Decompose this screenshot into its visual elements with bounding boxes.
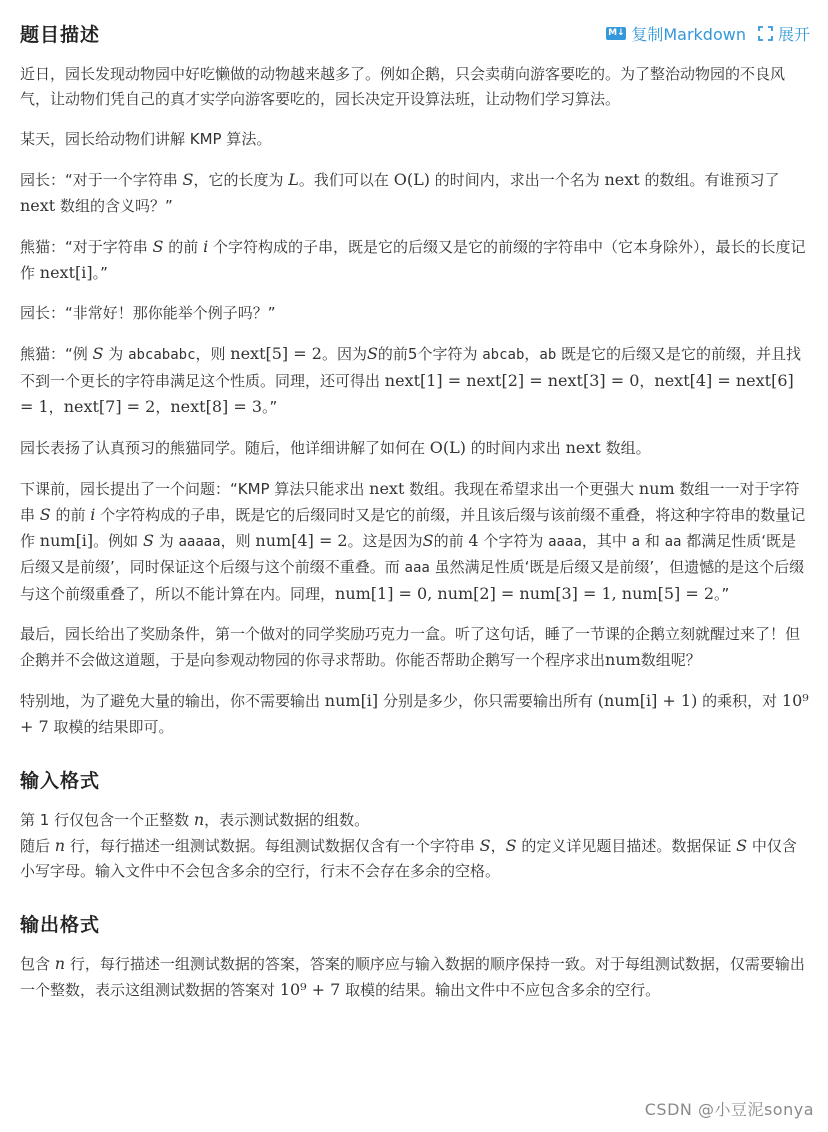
- description-paragraph: [20, 62, 810, 112]
- text-run: 熊猫：“对于字符串: [20, 238, 153, 256]
- math-expression: num[i]: [39, 531, 94, 550]
- math-expression: S: [152, 237, 164, 256]
- text-run: 中仅含小写字母。输入文件中不会包含多余的空行，行末不会存在多余的空格。: [20, 837, 797, 880]
- math-expression: L: [288, 170, 299, 189]
- text-run: 的前: [433, 532, 469, 550]
- math-expression: next[5] = 2: [230, 344, 322, 363]
- text-run: 的时间内求出: [466, 439, 566, 457]
- math-expression: n: [193, 810, 205, 829]
- text-run: 为: [153, 532, 179, 550]
- text-run: 行，每行描述一组测试数据的答案，答案的顺序应与输入数据的顺序保持一致。对于每组测试数据，仅需要输出一个整数，表示这组测试数据的答案对: [20, 955, 805, 999]
- input-format-section: [20, 766, 810, 884]
- code-string: aaaaa: [178, 534, 221, 550]
- math-expression: n: [54, 954, 66, 973]
- text-run: 。因为: [321, 345, 367, 363]
- text-run: 都满足性质‘既是后缀又是前缀’，同时保证这个后缀与这个前缀不重叠。而: [20, 532, 796, 576]
- description-paragraph: [20, 435, 810, 461]
- text-run: 虽然满足性质‘既是后缀又是前缀’，但遗憾的是这个后缀与这个前缀重叠了，所以不能计算在内。同理，: [20, 558, 805, 603]
- text-run: 第 1 行仅包含一个正整数: [20, 811, 194, 829]
- math-expression: num[i]: [324, 691, 379, 710]
- text-run: ，: [639, 372, 655, 390]
- csdn-watermark: CSDN @小豆泥sonya: [644, 1100, 814, 1119]
- math-expression: next: [565, 438, 601, 457]
- problem-header: [20, 18, 810, 50]
- math-expression: next[4] = next[6] = 1: [20, 371, 794, 416]
- header-actions: [606, 22, 810, 45]
- description-paragraph: [20, 476, 810, 607]
- text-run: 取模的结果即可。: [48, 718, 174, 736]
- code-string: aaa: [404, 560, 430, 576]
- text-run: 最后，园长给出了奖励条件，第一个做对的同学奖励巧克力一盒。听了这句话，睡了一节课的企鹅立刻就醒过来了！但企鹅并不会做这道题，于是向参观动物园的你寻求帮助。你能否帮助企鹅写一个程序求出: [20, 625, 801, 669]
- text-run: 个字符为: [478, 532, 549, 550]
- text-run: 和: [640, 532, 665, 550]
- text-run: 的数组。有谁预习了: [639, 171, 780, 189]
- description-paragraph: [20, 341, 810, 420]
- text-run: 熊猫：“例: [20, 345, 93, 363]
- markdown-icon: M↓: [608, 28, 625, 38]
- math-expression: next[8] = 3: [170, 397, 263, 416]
- text-run: ，则: [195, 345, 231, 363]
- description-paragraph: [20, 301, 810, 326]
- description-paragraph: [20, 127, 810, 152]
- text-run: 为: [103, 345, 129, 363]
- text-run: 数组的含义吗？”: [55, 197, 173, 215]
- math-expression: i: [203, 237, 209, 256]
- math-expression: next: [20, 196, 56, 215]
- expand-button[interactable]: [758, 22, 810, 45]
- output-format-paragraph: [20, 951, 810, 1003]
- math-expression: (num[i] + 1): [597, 691, 698, 710]
- text-run: 行，每行描述一组测试数据。每组测试数据仅含有一个字符串: [65, 837, 480, 855]
- text-run: ，: [490, 837, 506, 855]
- math-expression: O(L): [429, 438, 467, 457]
- text-run: ，则: [220, 532, 256, 550]
- text-run: 个字符构成的子串，既是它的后缀同时又是它的前缀，并且该后缀与该前缀不重叠，将这种字符串的数量记作: [20, 506, 806, 550]
- text-run: 园长表扬了认真预习的熊猫同学。随后，他详细讲解了如何在: [20, 439, 430, 457]
- text-run: 数组。: [600, 439, 651, 457]
- description-section: [20, 62, 810, 740]
- math-expression: S: [182, 170, 194, 189]
- math-expression: next[7] = 2: [63, 397, 156, 416]
- text-run: 特别地，为了避免大量的输出，你不需要输出: [20, 692, 325, 710]
- text-run: 园长：“非常好！那你能举个例子吗？”: [20, 304, 276, 322]
- math-expression: S: [736, 836, 748, 855]
- output-format-section: [20, 910, 810, 1003]
- copy-markdown-label: 复制Markdown: [631, 25, 746, 44]
- code-string: aa: [664, 534, 682, 550]
- math-expression: S: [39, 505, 51, 524]
- output-format-heading: 输出格式: [20, 914, 101, 936]
- text-run: 的前: [163, 238, 204, 256]
- math-expression: S: [142, 531, 154, 550]
- text-run: ，: [155, 398, 171, 416]
- text-run: ，其中: [581, 532, 632, 550]
- math-expression: i: [90, 505, 96, 524]
- math-expression: next[1] = next[2] = next[3] = 0: [384, 371, 640, 390]
- math-expression: num: [605, 650, 641, 669]
- text-run: ，表示测试数据的组数。 随后: [20, 811, 370, 855]
- math-expression: 10⁹ + 7: [279, 980, 341, 999]
- math-expression: 4: [468, 531, 479, 550]
- math-expression: S: [366, 344, 378, 363]
- math-expression: O(L): [393, 170, 430, 189]
- text-run: 。”: [262, 398, 278, 416]
- description-paragraph: [20, 688, 810, 740]
- copy-markdown-button[interactable]: [606, 22, 746, 45]
- expand-label: 展开: [777, 25, 810, 44]
- math-expression: S: [92, 344, 104, 363]
- text-run: 既是它的后缀又是它的前缀，并且找不到一个更长的字符串满足这个性质。同理，还可得出: [20, 345, 802, 390]
- math-expression: num[1] = 0, num[2] = num[3] = 1, num[5] = 2: [335, 584, 714, 603]
- text-run: 的乘积，对: [697, 692, 782, 710]
- math-expression: next: [369, 479, 405, 498]
- code-string: abcab: [482, 347, 525, 363]
- text-run: 某天，园长给动物们讲解 KMP 算法。: [20, 130, 272, 148]
- text-run: 数组一一对于字符串: [20, 480, 800, 524]
- code-string: aaaa: [548, 534, 582, 550]
- text-run: 分别是多少，你只需要输出所有: [378, 692, 598, 710]
- text-run: 园长：“对于一个字符串: [20, 171, 183, 189]
- text-run: 数组呢？: [640, 651, 701, 669]
- text-run: 的定义详见题目描述。数据保证: [516, 837, 737, 855]
- math-expression: num: [638, 479, 675, 498]
- problem-content: [20, 62, 810, 1018]
- input-format-paragraph: [20, 807, 810, 884]
- text-run: 下课前，园长提出了一个问题：“KMP 算法只能求出: [20, 480, 370, 498]
- math-expression: next[i]: [39, 263, 93, 282]
- math-expression: next: [604, 170, 640, 189]
- text-run: 。”: [92, 264, 108, 282]
- text-run: 的前5个字符为: [377, 345, 483, 363]
- math-expression: S: [505, 836, 517, 855]
- description-paragraph: [20, 167, 810, 219]
- code-string: ab: [539, 347, 557, 363]
- math-expression: 10⁹ + 7: [20, 691, 809, 736]
- text-run: 个字符构成的子串，既是它的后缀又是它的前缀的字符串中（它本身除外），最长的长度记作: [20, 238, 806, 282]
- text-run: 。”: [714, 585, 730, 603]
- text-run: ，它的长度为: [193, 171, 289, 189]
- code-string: abcababc: [128, 347, 196, 363]
- expand-icon: [758, 26, 773, 41]
- text-run: 近日，园长发现动物园中好吃懒做的动物越来越多了。例如企鹅，只会卖萌向游客要吃的。为了整治动物园的不良风气，让动物们凭自己的真才实学向游客要吃的，园长决定开设算法班，让动物们学习算法。: [20, 65, 786, 108]
- description-paragraph: [20, 234, 810, 286]
- text-run: ，: [524, 345, 540, 363]
- text-run: 。这是因为: [347, 532, 423, 550]
- text-run: 数组。我现在希望求出一个更强大: [404, 480, 639, 498]
- text-run: 的时间内，求出一个名为: [429, 171, 605, 189]
- text-run: 取模的结果。输出文件中不应包含多余的空行。: [340, 981, 661, 999]
- text-run: 的前: [50, 506, 91, 524]
- text-run: 。我们可以在: [298, 171, 394, 189]
- text-run: 包含: [20, 955, 55, 973]
- input-format-heading: 输入格式: [20, 770, 101, 792]
- math-expression: num[4] = 2: [255, 531, 348, 550]
- problem-title: 题目描述: [20, 24, 101, 46]
- text-run: ，: [48, 398, 64, 416]
- math-expression: S: [479, 836, 491, 855]
- code-string: a: [631, 534, 641, 550]
- description-paragraph: [20, 622, 810, 673]
- math-expression: S: [422, 531, 434, 550]
- math-expression: n: [54, 836, 66, 855]
- text-run: 。例如: [93, 532, 143, 550]
